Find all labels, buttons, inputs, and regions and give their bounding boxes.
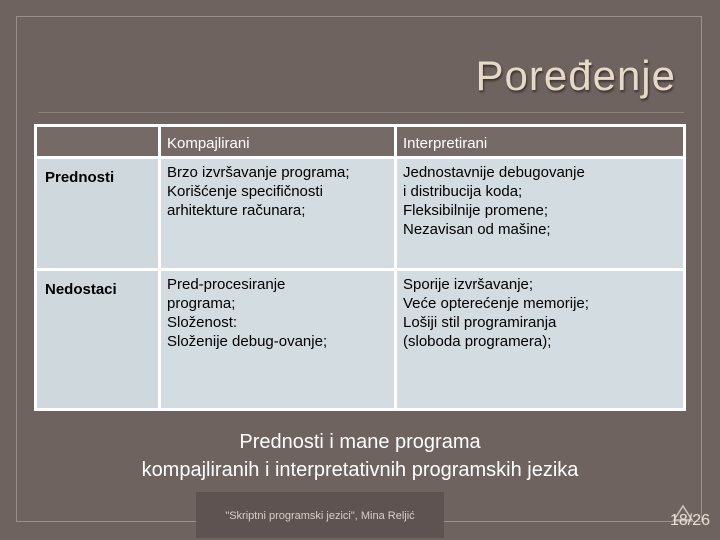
cell-line: Nezavisan od mašine;: [403, 221, 551, 238]
cell-line: (sloboda programera);: [403, 333, 552, 350]
page-number: 18/26: [669, 512, 710, 529]
table-row: [36, 158, 685, 270]
cell-line: Pred-procesiranje: [167, 276, 286, 293]
table-header-row: [36, 126, 685, 158]
slide-caption: [0, 428, 720, 484]
cell-line: Veće opterećenje memorije;: [403, 295, 589, 312]
disadvantages-compiled: [160, 270, 396, 410]
title-divider: [38, 112, 684, 113]
cell-line: Fleksibilnije promene;: [403, 202, 549, 219]
cell-line: Jednostavnije debugovanje: [403, 164, 585, 181]
row-label-disadvantages: Nedostaci: [36, 270, 160, 410]
table-row: [36, 270, 685, 410]
cell-line: Korišćenje specifičnosti: [167, 183, 323, 200]
row-label-advantages: Prednosti: [36, 158, 160, 270]
caption-line: kompajliranih i interpretativnih programskih jezika: [141, 459, 579, 481]
source-footer: "Skriptni programski jezici", Mina Reljić: [196, 492, 444, 538]
cell-line: Brzo izvršavanje programa;: [167, 164, 350, 181]
slide-title: Poređenje: [475, 52, 676, 99]
comparison-table: [34, 124, 686, 411]
cell-line: arhitekture računara;: [167, 202, 306, 219]
header-interpreted: Interpretirani: [396, 126, 685, 158]
cell-line: Složenije debug-ovanje;: [167, 333, 328, 350]
advantages-interpreted: [396, 158, 685, 270]
header-empty: [36, 126, 160, 158]
cell-line: Sporije izvršavanje;: [403, 276, 534, 293]
cell-line: i distribucija koda;: [403, 183, 523, 200]
disadvantages-interpreted: [396, 270, 685, 410]
header-compiled: Kompajlirani: [160, 126, 396, 158]
cell-line: Složenost:: [167, 314, 238, 331]
advantages-compiled: [160, 158, 396, 270]
cell-line: programa;: [167, 295, 236, 312]
cell-line: Lošiji stil programiranja: [403, 314, 557, 331]
caption-line: Prednosti i mane programa: [239, 431, 481, 453]
